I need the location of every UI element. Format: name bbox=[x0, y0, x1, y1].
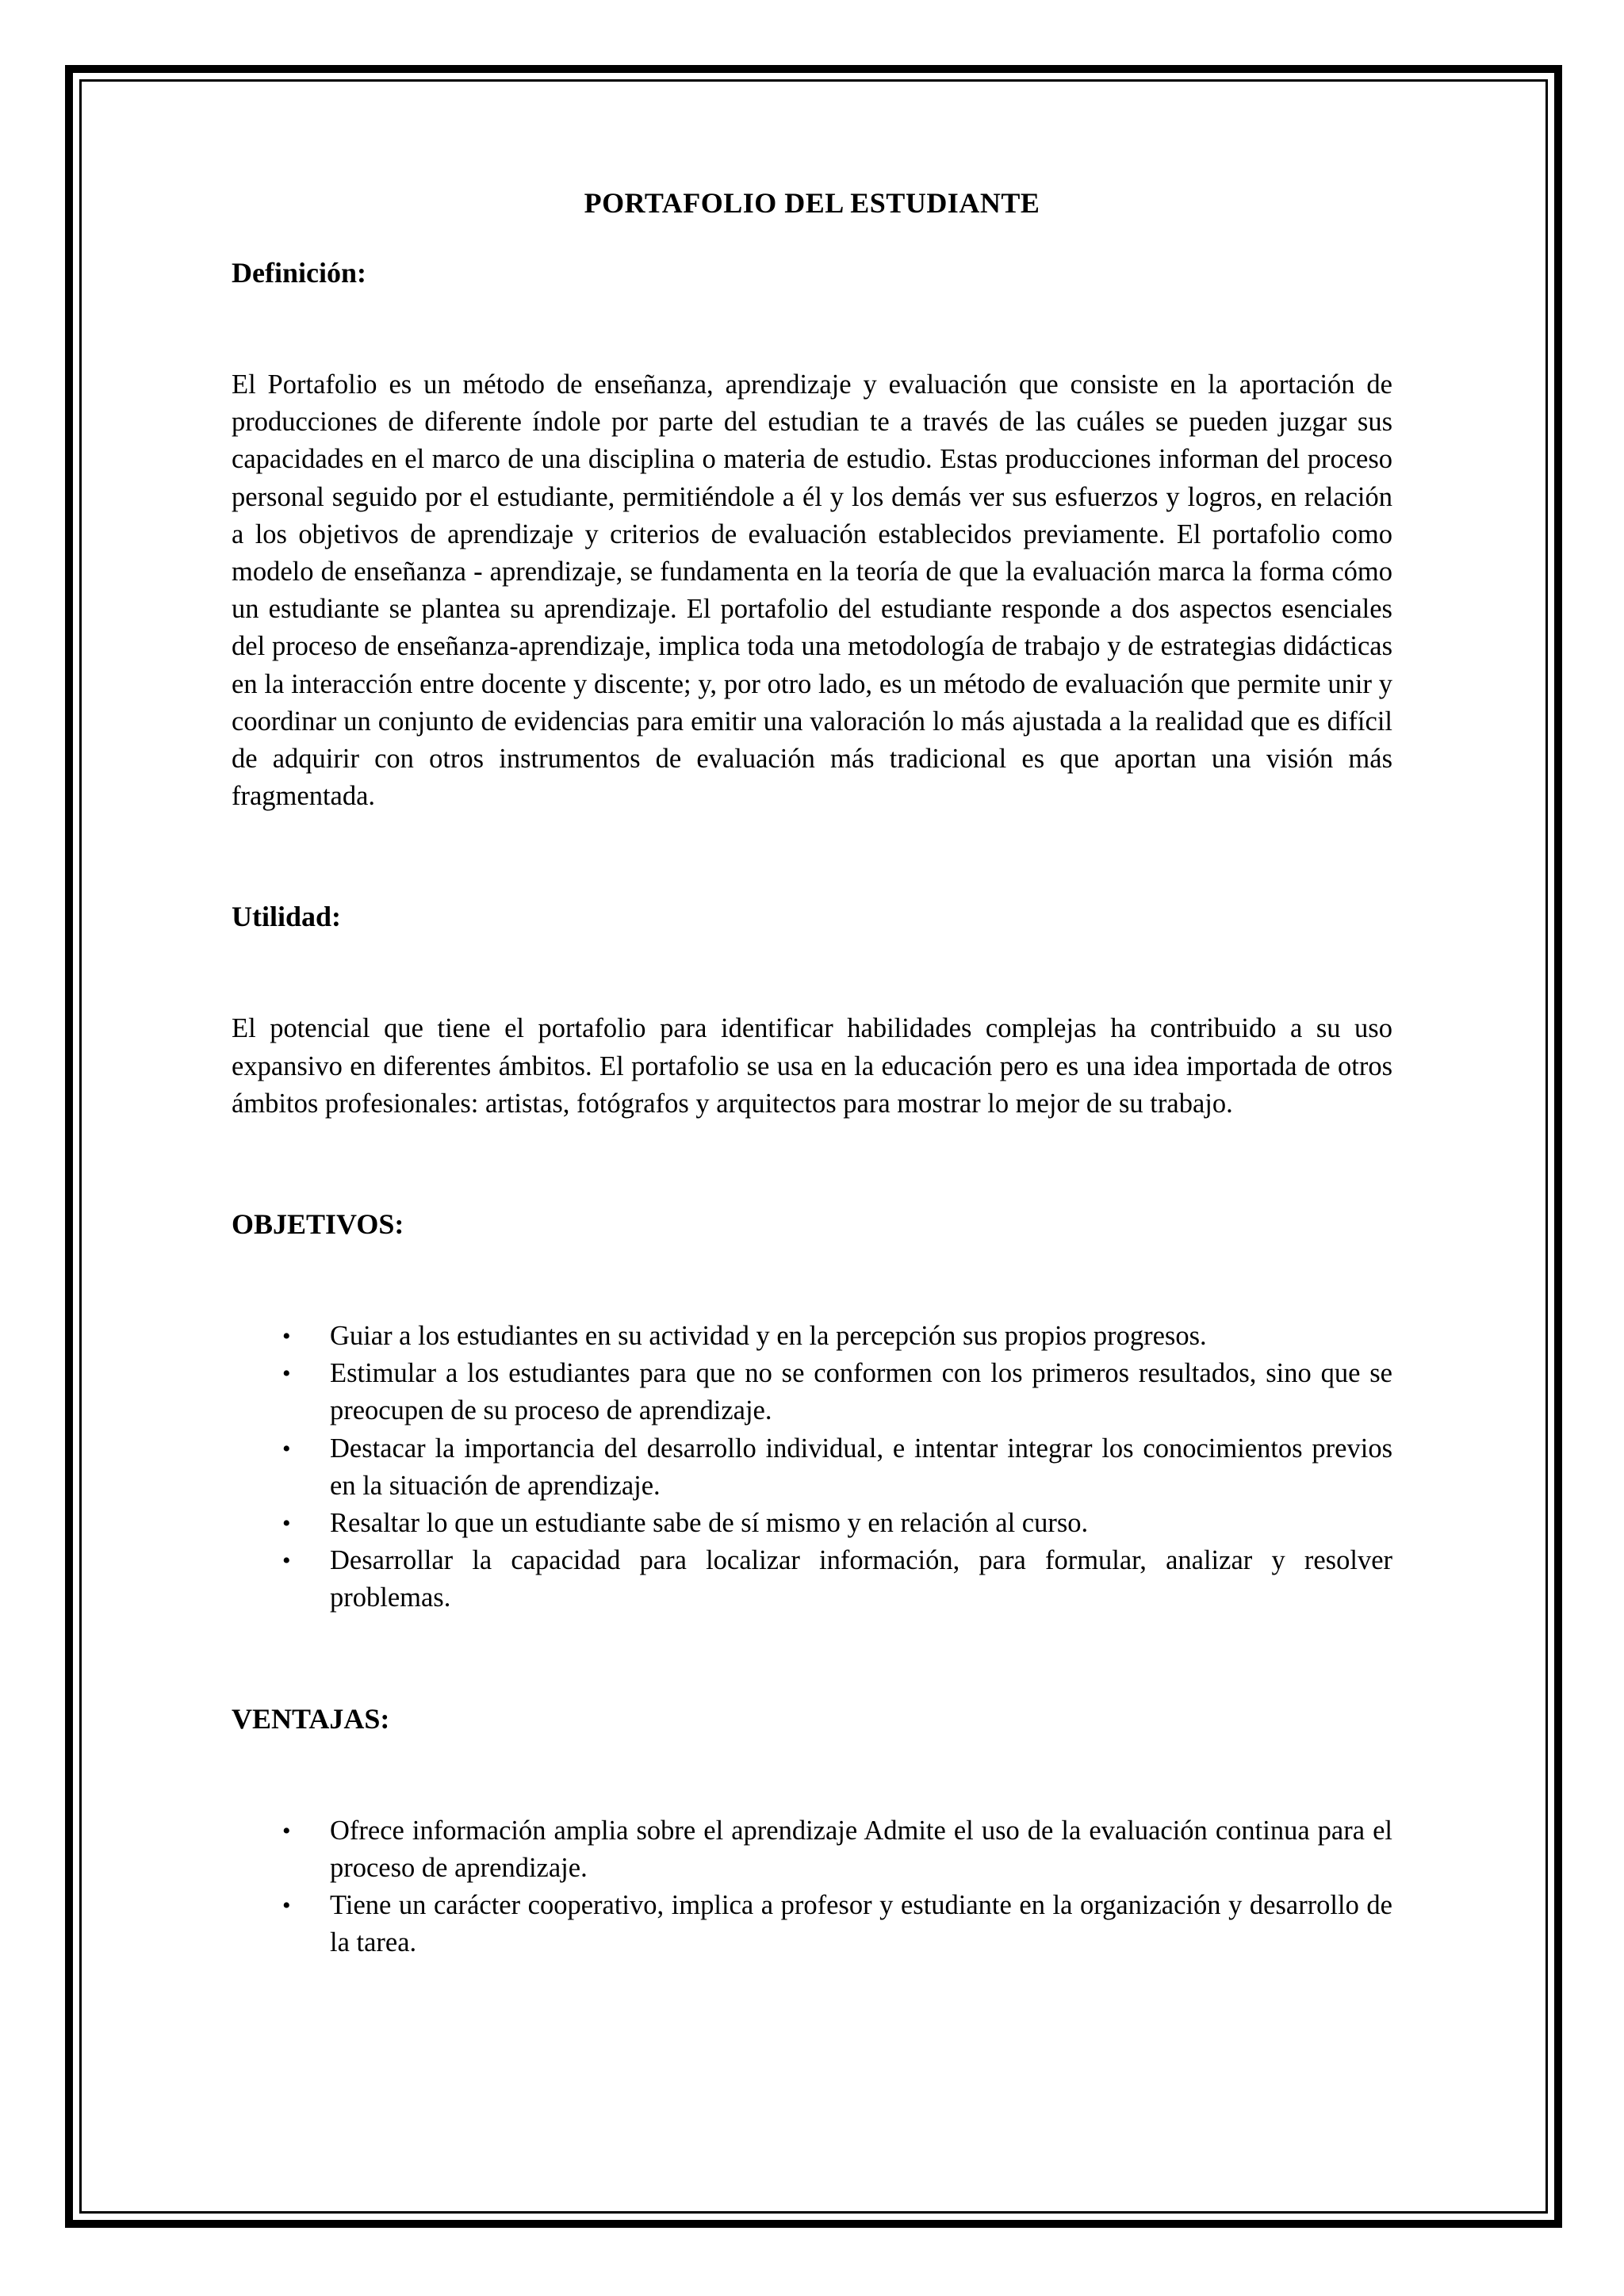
list-item-text: Estimular a los estudiantes para que no se conformen con los primeros resultados, sino que se preocupen de su proceso de aprendizaje. bbox=[330, 1358, 1392, 1426]
list-item bbox=[232, 1430, 1392, 1505]
list-item bbox=[232, 1355, 1392, 1429]
list-item bbox=[232, 1505, 1392, 1542]
document-body bbox=[232, 184, 1392, 1961]
bullet-icon: • bbox=[282, 1548, 291, 1575]
list-item-text: Desarrollar la capacidad para localizar información, para formular, analizar y resolver problemas. bbox=[330, 1545, 1392, 1613]
section-heading-objetivos: OBJETIVOS: bbox=[232, 1208, 404, 1241]
ventajas-list bbox=[232, 1812, 1392, 1962]
list-item bbox=[232, 1812, 1392, 1887]
bullet-icon: • bbox=[282, 1435, 291, 1462]
list-item bbox=[232, 1318, 1392, 1355]
list-item-text: Destacar la importancia del desarrollo individual, e intentar integrar los conocimientos previos en la situación de aprendizaje. bbox=[330, 1433, 1392, 1501]
bullet-icon: • bbox=[282, 1360, 291, 1387]
section-text-definicion: El Portafolio es un método de enseñanza, aprendizaje y evaluación que consiste en la aportación de producciones de diferente índole por parte del estudian te a través de las cuáles se pueden juzgar sus capacidades en el marco de una disciplina o materia de estudio. Estas producciones informan del proceso personal seguido por el estudiante, permitiéndole a él y los demás ver sus esfuerzos y logros, en relación a los objetivos de aprendizaje y criterios de evaluación establecidos previamente. El portafolio como modelo de enseñanza - aprendizaje, se fundamenta en la teoría de que la evaluación marca la forma cómo un estudiante se plantea su aprendizaje. El portafolio del estudiante responde a dos aspectos esenciales del proceso de enseñanza-aprendizaje, implica toda una metodología de trabajo y de estrategias didácticas en la interacción entre docente y discente; y, por otro lado, es un método de evaluación que permite unir y coordinar un conjunto de evidencias para emitir una valoración lo más ajustada a la realidad que es difícil de adquirir con otros instrumentos de evaluación más tradicional es que aportan una visión más fragmentada. bbox=[232, 369, 1392, 812]
bullet-icon: • bbox=[282, 1323, 291, 1350]
section-heading-ventajas: VENTAJAS: bbox=[232, 1702, 390, 1735]
list-item-text: Resaltar lo que un estudiante sabe de sí mismo y en relación al curso. bbox=[330, 1508, 1089, 1539]
section-heading-utilidad: Utilidad: bbox=[232, 901, 342, 933]
section-text-utilidad: El potencial que tiene el portafolio para identificar habilidades complejas ha contribuido a su uso expansivo en diferentes ámbitos. El portafolio se usa en la educación pero es una idea importada de otros ámbitos profesionales: artistas, fotógrafos y arquitectos para mostrar lo mejor de su trabajo. bbox=[232, 1013, 1392, 1119]
section-heading-definicion: Definición: bbox=[232, 257, 366, 289]
list-item bbox=[232, 1542, 1392, 1617]
bullet-icon: • bbox=[282, 1510, 291, 1537]
bullet-icon: • bbox=[282, 1817, 291, 1844]
list-item-text: Tiene un carácter cooperativo, implica a profesor y estudiante en la organización y desarrollo de la tarea. bbox=[330, 1890, 1392, 1958]
list-item bbox=[232, 1887, 1392, 1961]
objetivos-list bbox=[232, 1318, 1392, 1617]
list-item-text: Guiar a los estudiantes en su actividad y en la percepción sus propios progresos. bbox=[330, 1321, 1207, 1352]
document-title: PORTAFOLIO DEL ESTUDIANTE bbox=[584, 187, 1040, 219]
list-item-text: Ofrece información amplia sobre el aprendizaje Admite el uso de la evaluación continua para el proceso de aprendizaje. bbox=[330, 1815, 1392, 1883]
bullet-icon: • bbox=[282, 1892, 291, 1919]
